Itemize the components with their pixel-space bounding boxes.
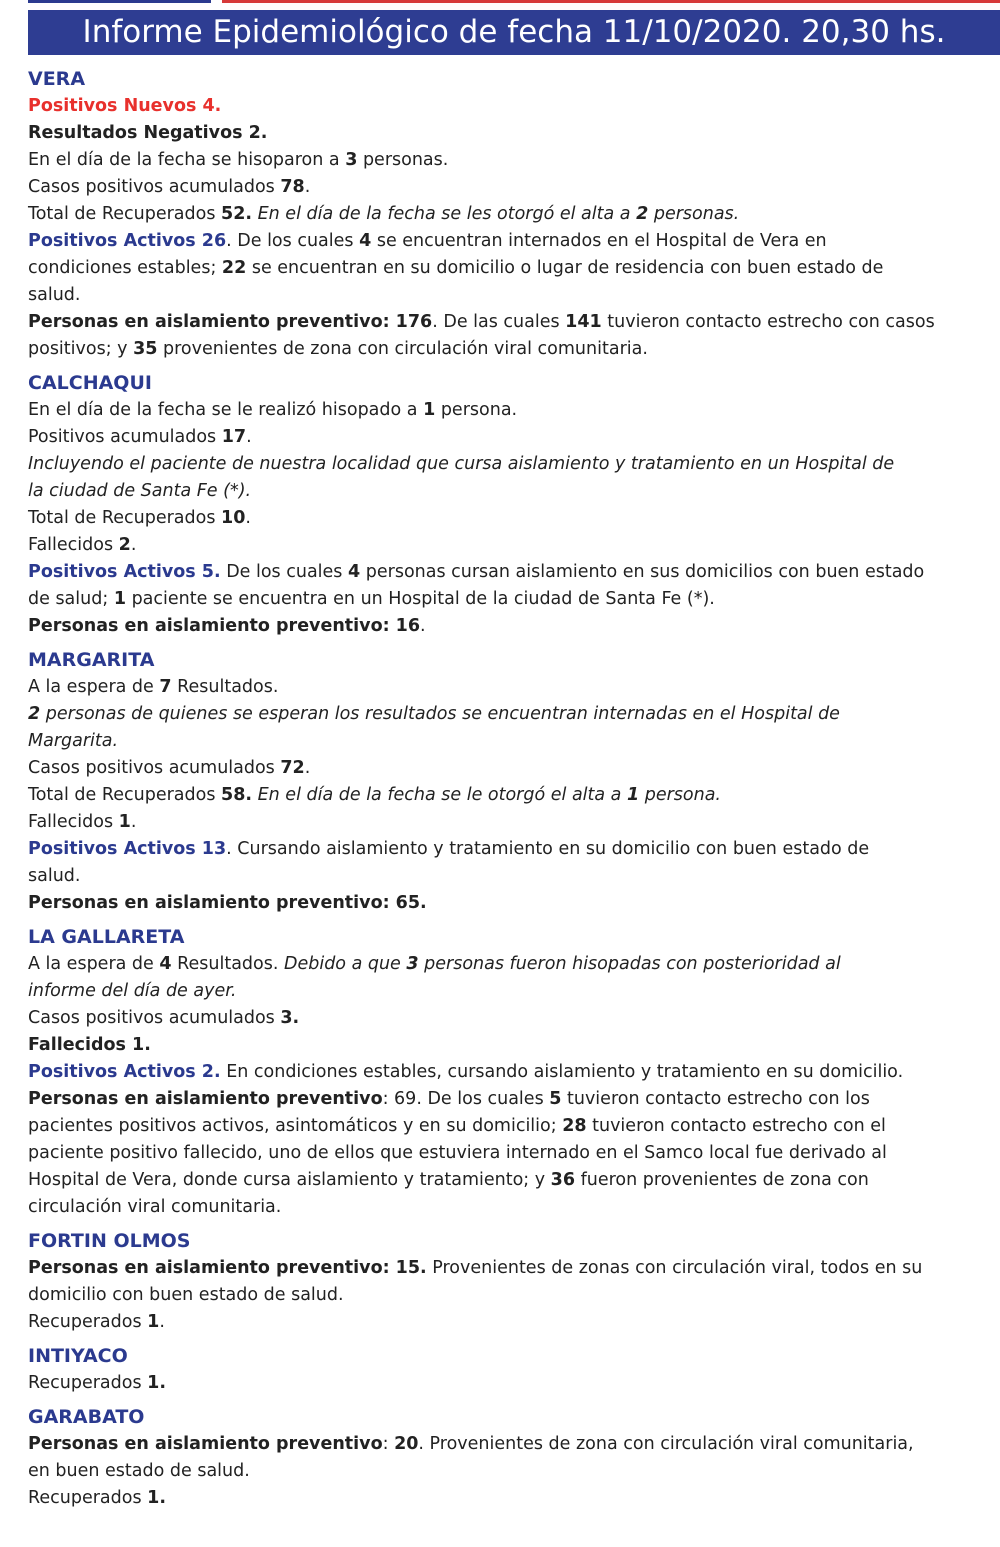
section-heading: CALCHAQUI bbox=[28, 372, 152, 394]
text-run: de salud; bbox=[28, 589, 114, 609]
text-run: . De los cuales bbox=[226, 231, 360, 251]
text-run: 1 bbox=[118, 812, 131, 832]
text-run: 3. bbox=[280, 1008, 300, 1028]
section-heading: VERA bbox=[28, 68, 86, 90]
text-run: 72 bbox=[280, 758, 305, 778]
text-run: Personas en aislamiento preventivo: 65. bbox=[28, 893, 427, 913]
text-run: condiciones estables; bbox=[28, 258, 222, 278]
text-run: Personas en aislamiento preventivo: 15. bbox=[28, 1258, 427, 1278]
report-line bbox=[28, 1370, 988, 1397]
text-run: personas. bbox=[648, 204, 740, 224]
text-run: En el día de la fecha se hisoparon a bbox=[28, 150, 346, 170]
text-run: Positivos acumulados bbox=[28, 427, 222, 447]
text-run: . bbox=[159, 1312, 165, 1332]
text-run: 1 bbox=[113, 589, 126, 609]
text-run: . bbox=[130, 535, 137, 555]
report-line bbox=[28, 755, 988, 782]
report-line bbox=[28, 674, 988, 701]
report-line bbox=[28, 282, 988, 309]
text-run: En el día de la fecha se les otorgó el alta a bbox=[252, 204, 637, 224]
text-run: tuvieron contacto estrecho con casos bbox=[601, 312, 935, 332]
text-run: 52. bbox=[221, 204, 253, 224]
text-run: paciente se encuentra en un Hospital de la ciudad de Santa Fe (*). bbox=[126, 589, 715, 609]
report-line bbox=[28, 201, 988, 228]
report-line bbox=[28, 397, 988, 424]
text-run: 4 bbox=[359, 231, 372, 251]
report-line bbox=[28, 613, 988, 640]
report-line bbox=[28, 309, 988, 336]
text-run: Incluyendo el paciente de nuestra localidad que cursa aislamiento y tratamiento en un Hospital de bbox=[28, 454, 895, 474]
top-accent-red bbox=[222, 0, 1000, 3]
text-run: : bbox=[382, 1434, 395, 1454]
text-run: 36 bbox=[550, 1170, 576, 1190]
report-line bbox=[28, 809, 988, 836]
report-line bbox=[28, 1255, 988, 1282]
text-run: A la espera de bbox=[28, 677, 160, 697]
text-run: 4 bbox=[159, 954, 172, 974]
top-accent-blue bbox=[28, 0, 211, 3]
text-run: Hospital de Vera, donde cursa aislamiento y tratamiento; y bbox=[28, 1170, 551, 1190]
report-line bbox=[28, 228, 988, 255]
text-run: 58. bbox=[221, 785, 253, 805]
text-run: persona. bbox=[639, 785, 721, 805]
text-run: domicilio con buen estado de salud. bbox=[28, 1285, 344, 1305]
text-run: En el día de la fecha se le otorgó el alta a bbox=[252, 785, 627, 805]
text-run: 3 bbox=[406, 954, 419, 974]
report-line bbox=[28, 951, 988, 978]
text-run: 1. bbox=[147, 1373, 166, 1393]
report-line bbox=[28, 336, 988, 363]
report-line bbox=[28, 1059, 988, 1086]
report-line bbox=[28, 1140, 988, 1167]
text-run: . De las cuales bbox=[432, 312, 566, 332]
report-line bbox=[28, 890, 988, 917]
report-line bbox=[28, 478, 988, 505]
report-line bbox=[28, 1431, 988, 1458]
section-margarita bbox=[28, 647, 988, 917]
text-run: Resultados Negativos 2. bbox=[28, 123, 268, 143]
text-run: 22 bbox=[221, 258, 247, 278]
text-run: Personas en aislamiento preventivo bbox=[28, 1434, 383, 1454]
text-run: Positivos Activos 26 bbox=[28, 231, 227, 251]
report-line bbox=[28, 424, 988, 451]
text-run: salud. bbox=[28, 866, 81, 886]
text-run: . bbox=[304, 758, 311, 778]
report-line bbox=[28, 505, 988, 532]
text-run: Casos positivos acumulados bbox=[28, 177, 281, 197]
text-run: la ciudad de Santa Fe (*). bbox=[28, 481, 252, 501]
text-run: personas. bbox=[357, 150, 449, 170]
text-run: Positivos Activos 13 bbox=[28, 839, 227, 859]
text-run: En el día de la fecha se le realizó hisopado a bbox=[28, 400, 424, 420]
text-run: 1 bbox=[147, 1312, 160, 1332]
text-run: tuvieron contacto estrecho con el bbox=[586, 1116, 886, 1136]
text-run: personas de quienes se esperan los resultados se encuentran internadas en el Hospital de bbox=[40, 704, 840, 724]
text-run: Resultados. bbox=[171, 954, 284, 974]
report-line bbox=[28, 1113, 988, 1140]
text-run: Recuperados bbox=[28, 1373, 148, 1393]
text-run: . bbox=[420, 616, 426, 636]
text-run: Positivos Nuevos 4. bbox=[28, 96, 222, 116]
text-run: Debido a que bbox=[283, 954, 407, 974]
report-line bbox=[28, 174, 988, 201]
report-line bbox=[28, 836, 988, 863]
text-run: : 69. De los cuales bbox=[382, 1089, 550, 1109]
report-line bbox=[28, 863, 988, 890]
section-intiyaco bbox=[28, 1343, 988, 1397]
text-run: 2 bbox=[28, 704, 41, 724]
report-line bbox=[28, 451, 988, 478]
text-run: Total de Recuperados bbox=[28, 785, 222, 805]
report-line bbox=[28, 586, 988, 613]
text-run: . bbox=[130, 812, 137, 832]
text-run: positivos; y bbox=[28, 339, 134, 359]
report-body bbox=[28, 66, 988, 1519]
text-run: Personas en aislamiento preventivo: 176 bbox=[28, 312, 433, 332]
text-run: personas fueron hisopadas con posterioridad al bbox=[418, 954, 841, 974]
report-line bbox=[28, 978, 988, 1005]
text-run: 2 bbox=[636, 204, 649, 224]
text-run: Resultados. bbox=[171, 677, 279, 697]
text-run: 20 bbox=[394, 1434, 419, 1454]
section-heading: INTIYACO bbox=[28, 1345, 128, 1367]
text-run: 2 bbox=[118, 535, 131, 555]
text-run: Total de Recuperados bbox=[28, 204, 222, 224]
section-heading: MARGARITA bbox=[28, 649, 155, 671]
text-run: 5 bbox=[549, 1089, 562, 1109]
text-run: 4 bbox=[348, 562, 361, 582]
text-run: provenientes de zona con circulación viral comunitaria. bbox=[157, 339, 648, 359]
section-garabato bbox=[28, 1404, 988, 1512]
text-run: 28 bbox=[562, 1116, 587, 1136]
text-run: 35 bbox=[133, 339, 158, 359]
section-heading: LA GALLARETA bbox=[28, 926, 185, 948]
text-run: Margarita. bbox=[28, 731, 119, 751]
report-line bbox=[28, 782, 988, 809]
text-run: Total de Recuperados bbox=[28, 508, 222, 528]
text-run: Personas en aislamiento preventivo bbox=[28, 1089, 383, 1109]
text-run: 1 bbox=[626, 785, 640, 805]
text-run: 1 bbox=[423, 400, 436, 420]
report-line bbox=[28, 1032, 988, 1059]
text-run: Fallecidos bbox=[28, 535, 119, 555]
text-run: Provenientes de zonas con circulación viral, todos en su bbox=[426, 1258, 923, 1278]
text-run: Fallecidos 1. bbox=[28, 1035, 151, 1055]
text-run: tuvieron contacto estrecho con los bbox=[561, 1089, 870, 1109]
text-run: Recuperados bbox=[28, 1488, 148, 1508]
text-run: circulación viral comunitaria. bbox=[28, 1197, 282, 1217]
report-line bbox=[28, 93, 988, 120]
text-run: Positivos Activos 5. bbox=[28, 562, 221, 582]
section-fortin-olmos bbox=[28, 1228, 988, 1336]
report-line bbox=[28, 1086, 988, 1113]
text-run: Recuperados bbox=[28, 1312, 148, 1332]
text-run: informe del día de ayer. bbox=[28, 981, 237, 1001]
text-run: De los cuales bbox=[220, 562, 348, 582]
text-run: 7 bbox=[159, 677, 172, 697]
text-run: pacientes positivos activos, asintomáticos y en su domicilio; bbox=[28, 1116, 563, 1136]
text-run: En condiciones estables, cursando aislamiento y tratamiento en su domicilio. bbox=[220, 1062, 904, 1082]
report-title-banner bbox=[28, 10, 1000, 55]
text-run: 78 bbox=[280, 177, 305, 197]
text-run: 10 bbox=[221, 508, 246, 528]
text-run: personas cursan aislamiento en sus domicilios con buen estado bbox=[360, 562, 925, 582]
text-run: 1. bbox=[147, 1488, 166, 1508]
section-heading: GARABATO bbox=[28, 1406, 145, 1428]
text-run: Personas en aislamiento preventivo: 16 bbox=[28, 616, 421, 636]
text-run: fueron provenientes de zona con bbox=[575, 1170, 869, 1190]
text-run: . Cursando aislamiento y tratamiento en su domicilio con buen estado de bbox=[226, 839, 870, 859]
text-run: A la espera de bbox=[28, 954, 160, 974]
report-line bbox=[28, 1458, 988, 1485]
section-la-gallareta bbox=[28, 924, 988, 1221]
text-run: Positivos Activos 2. bbox=[28, 1062, 221, 1082]
text-run: Fallecidos bbox=[28, 812, 119, 832]
report-line bbox=[28, 559, 988, 586]
text-run: Casos positivos acumulados bbox=[28, 1008, 281, 1028]
report-line bbox=[28, 1485, 988, 1512]
report-line bbox=[28, 701, 988, 728]
report-title: Informe Epidemiológico de fecha 11/10/2020. 20,30 hs. bbox=[82, 14, 946, 50]
report-line bbox=[28, 1194, 988, 1221]
text-run: Casos positivos acumulados bbox=[28, 758, 281, 778]
report-line bbox=[28, 1167, 988, 1194]
report-line bbox=[28, 255, 988, 282]
report-line bbox=[28, 728, 988, 755]
text-run: 141 bbox=[565, 312, 602, 332]
text-run: se encuentran en su domicilio o lugar de residencia con buen estado de bbox=[246, 258, 884, 278]
report-line bbox=[28, 147, 988, 174]
report-line bbox=[28, 1309, 988, 1336]
text-run: se encuentran internados en el Hospital de Vera en bbox=[371, 231, 827, 251]
text-run: en buen estado de salud. bbox=[28, 1461, 250, 1481]
text-run: salud. bbox=[28, 285, 81, 305]
text-run: 17 bbox=[221, 427, 247, 447]
text-run: . bbox=[304, 177, 311, 197]
text-run: . bbox=[246, 427, 252, 447]
report-line bbox=[28, 1005, 988, 1032]
text-run: persona. bbox=[435, 400, 518, 420]
report-line bbox=[28, 120, 988, 147]
report-line bbox=[28, 532, 988, 559]
text-run: . Provenientes de zona con circulación viral comunitaria, bbox=[418, 1434, 914, 1454]
text-run: . bbox=[245, 508, 251, 528]
section-vera bbox=[28, 66, 988, 363]
section-heading: FORTIN OLMOS bbox=[28, 1230, 191, 1252]
text-run: paciente positivo fallecido, uno de ellos que estuviera internado en el Samco local fue derivado al bbox=[28, 1143, 887, 1163]
text-run: 3 bbox=[345, 150, 358, 170]
section-calchaqui bbox=[28, 370, 988, 640]
report-line bbox=[28, 1282, 988, 1309]
